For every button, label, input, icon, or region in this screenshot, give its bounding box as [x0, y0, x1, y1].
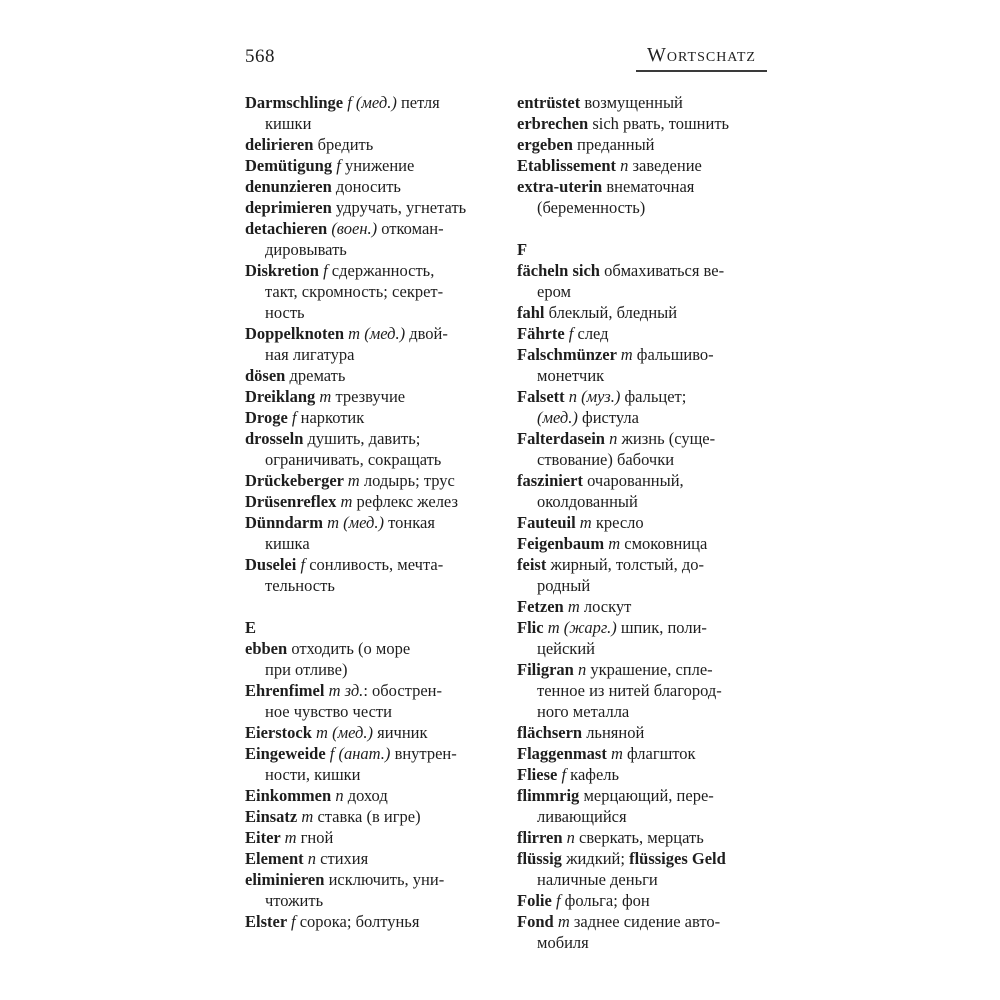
entry-continuation-line: родный: [537, 576, 591, 595]
entry-first-line: Eierstock m (мед.) яичник: [245, 723, 428, 742]
dictionary-entry: [517, 176, 795, 218]
entry-first-line: flirren n сверкать, мерцать: [517, 828, 704, 847]
dictionary-entry: [517, 722, 795, 743]
entry-first-line: Elster f сорока; болтунья: [245, 912, 420, 931]
dictionary-entry: [517, 617, 795, 659]
dictionary-entry: [245, 827, 513, 848]
entry-first-line: delirieren бредить: [245, 135, 374, 154]
dictionary-entry: [245, 806, 513, 827]
dictionary-entry: [517, 428, 795, 470]
right-column: [517, 92, 795, 953]
entry-first-line: Etablissement n заведение: [517, 156, 702, 175]
dictionary-entry: [517, 344, 795, 386]
entry-first-line: Darmschlinge f (мед.) петля: [245, 93, 440, 112]
entry-first-line: Demütigung f унижение: [245, 156, 415, 175]
entry-first-line: Folie f фольга; фон: [517, 891, 650, 910]
entry-continuation-line: ливающийся: [537, 807, 627, 826]
entry-continuation-line: ограничивать, сокращать: [265, 450, 442, 469]
entry-first-line: fächeln sich обмахиваться ве-: [517, 261, 725, 280]
dictionary-entry: [517, 260, 795, 302]
entry-first-line: Element n стихия: [245, 849, 369, 868]
entry-continuation-line: ного металла: [537, 702, 630, 721]
entry-continuation-line: ности, кишки: [265, 765, 361, 784]
entry-first-line: fahl блеклый, бледный: [517, 303, 678, 322]
entry-continuation-line: кишка: [265, 534, 310, 553]
entry-first-line: Falschmünzer m фальшиво-: [517, 345, 714, 364]
entry-first-line: Doppelknoten m (мед.) двой-: [245, 324, 448, 343]
section-letter: E: [245, 618, 257, 637]
dictionary-entry: [245, 743, 513, 785]
entry-first-line: Flaggenmast m флагшток: [517, 744, 696, 763]
dictionary-entry: [517, 743, 795, 764]
entry-first-line: entrüstet возмущенный: [517, 93, 683, 112]
entry-continuation-line: ствование) бабочки: [537, 450, 675, 469]
dictionary-entry: [245, 512, 513, 554]
entry-first-line: Falterdasein n жизнь (суще-: [517, 429, 716, 448]
dictionary-entry: [517, 533, 795, 554]
entry-continuation-line: ером: [537, 282, 571, 301]
dictionary-entry: [245, 218, 513, 260]
dictionary-entry: [245, 638, 513, 680]
entry-continuation-line: ное чувство чести: [265, 702, 392, 721]
entry-continuation-line: монетчик: [537, 366, 605, 385]
entry-first-line: flüssig жидкий; flüssiges Geld: [517, 849, 726, 868]
entry-first-line: Droge f наркотик: [245, 408, 365, 427]
entry-first-line: erbrechen sich рвать, тошнить: [517, 114, 730, 133]
dictionary-entry: [517, 323, 795, 344]
entry-first-line: dösen дремать: [245, 366, 346, 385]
dictionary-entry: [245, 554, 513, 596]
entry-first-line: eliminieren исключить, уни-: [245, 870, 445, 889]
page-number: 568: [245, 46, 275, 67]
entry-first-line: fasziniert очарованный,: [517, 471, 684, 490]
entry-first-line: Einsatz m ставка (в игре): [245, 807, 421, 826]
entry-first-line: ebben отходить (о море: [245, 639, 411, 658]
dictionary-entry: [517, 554, 795, 596]
entry-first-line: Ehrenfimel m зд.: обострен-: [245, 681, 442, 700]
dictionary-entry: [245, 386, 513, 407]
dictionary-entry: [245, 869, 513, 911]
dictionary-entry: [517, 848, 795, 890]
entry-first-line: ergeben преданный: [517, 135, 655, 154]
entry-first-line: drosseln душить, давить;: [245, 429, 421, 448]
entry-first-line: Fetzen m лоскут: [517, 597, 632, 616]
dictionary-entry: [245, 197, 513, 218]
dictionary-entry: [517, 911, 795, 953]
entry-first-line: Drüsenreflex m рефлекс желез: [245, 492, 458, 511]
dictionary-entry: [245, 911, 513, 932]
entry-continuation-line: цейский: [537, 639, 595, 658]
dictionary-entry: [245, 848, 513, 869]
dictionary-entry: [517, 92, 795, 113]
entry-first-line: Duselei f сонливость, мечта-: [245, 555, 444, 574]
entry-first-line: denunzieren доносить: [245, 177, 401, 196]
entry-first-line: Fond m заднее сидение авто-: [517, 912, 721, 931]
entry-first-line: flächsern льняной: [517, 723, 645, 742]
entry-first-line: Eiter m гной: [245, 828, 334, 847]
dictionary-entry: [517, 512, 795, 533]
dictionary-entry: [517, 470, 795, 512]
running-head: Wortschatz: [636, 44, 767, 72]
dictionary-entry: [245, 428, 513, 470]
entry-continuation-line: (беременность): [537, 198, 646, 217]
entry-first-line: Diskretion f сдержанность,: [245, 261, 435, 280]
dictionary-entry: [245, 155, 513, 176]
entry-first-line: Dreiklang m трезвучие: [245, 387, 406, 406]
dictionary-entry: [245, 785, 513, 806]
dictionary-entry: [517, 827, 795, 848]
dictionary-entry: [245, 260, 513, 323]
entry-continuation-line: чтожить: [265, 891, 324, 910]
section-letter: F: [517, 240, 528, 259]
dictionary-entry: [245, 176, 513, 197]
dictionary-entry: [517, 302, 795, 323]
dictionary-entry: [517, 596, 795, 617]
entry-continuation-line: такт, скромность; секрет-: [265, 282, 444, 301]
entry-first-line: feist жирный, толстый, до-: [517, 555, 705, 574]
entry-continuation-line: околдованный: [537, 492, 638, 511]
entry-first-line: Flic m (жарг.) шпик, поли-: [517, 618, 707, 637]
entry-first-line: Fliese f кафель: [517, 765, 620, 784]
dictionary-entry: [517, 155, 795, 176]
left-column: [245, 92, 513, 932]
dictionary-entry: [245, 680, 513, 722]
dictionary-entry: [517, 386, 795, 428]
entry-first-line: deprimieren удручать, угнетать: [245, 198, 467, 217]
dictionary-entry: [245, 407, 513, 428]
dictionary-entry: [517, 659, 795, 722]
entry-continuation-line: мобиля: [537, 933, 589, 952]
dictionary-entry: [517, 134, 795, 155]
dictionary-entry: [245, 92, 513, 134]
entry-first-line: Dünndarm m (мед.) тонкая: [245, 513, 435, 532]
dictionary-entry: [517, 890, 795, 911]
dictionary-entry: [245, 470, 513, 491]
dictionary-entry: [517, 113, 795, 134]
entry-first-line: Falsett n (муз.) фальцет;: [517, 387, 687, 406]
entry-first-line: Filigran n украшение, спле-: [517, 660, 713, 679]
entry-first-line: extra-uterin внематочная: [517, 177, 695, 196]
entry-first-line: Drückeberger m лодырь; трус: [245, 471, 455, 490]
dictionary-entry: [517, 785, 795, 827]
entry-continuation-line: дировывать: [265, 240, 347, 259]
dictionary-entry: [245, 134, 513, 155]
entry-first-line: Eingeweide f (анат.) внутрен-: [245, 744, 457, 763]
entry-continuation-line: наличные деньги: [537, 870, 658, 889]
entry-first-line: flimmrig мерцающий, пере-: [517, 786, 714, 805]
entry-continuation-line: тенное из нитей благород-: [537, 681, 722, 700]
entry-continuation-line: при отливе): [265, 660, 348, 679]
entry-first-line: Einkommen n доход: [245, 786, 388, 805]
entry-first-line: Feigenbaum m смоковница: [517, 534, 708, 553]
entry-first-line: Fauteuil m кресло: [517, 513, 644, 532]
entry-continuation-line: (мед.) фистула: [537, 408, 639, 427]
dictionary-entry: [245, 491, 513, 512]
dictionary-entry: [245, 722, 513, 743]
entry-first-line: Fährte f след: [517, 324, 609, 343]
dictionary-entry: [517, 764, 795, 785]
entry-continuation-line: кишки: [265, 114, 312, 133]
entry-first-line: detachieren (воен.) откоман-: [245, 219, 444, 238]
entry-continuation-line: ная лигатура: [265, 345, 355, 364]
entry-continuation-line: тельность: [265, 576, 335, 595]
dictionary-entry: [245, 323, 513, 365]
entry-continuation-line: ность: [265, 303, 305, 322]
dictionary-entry: [245, 365, 513, 386]
